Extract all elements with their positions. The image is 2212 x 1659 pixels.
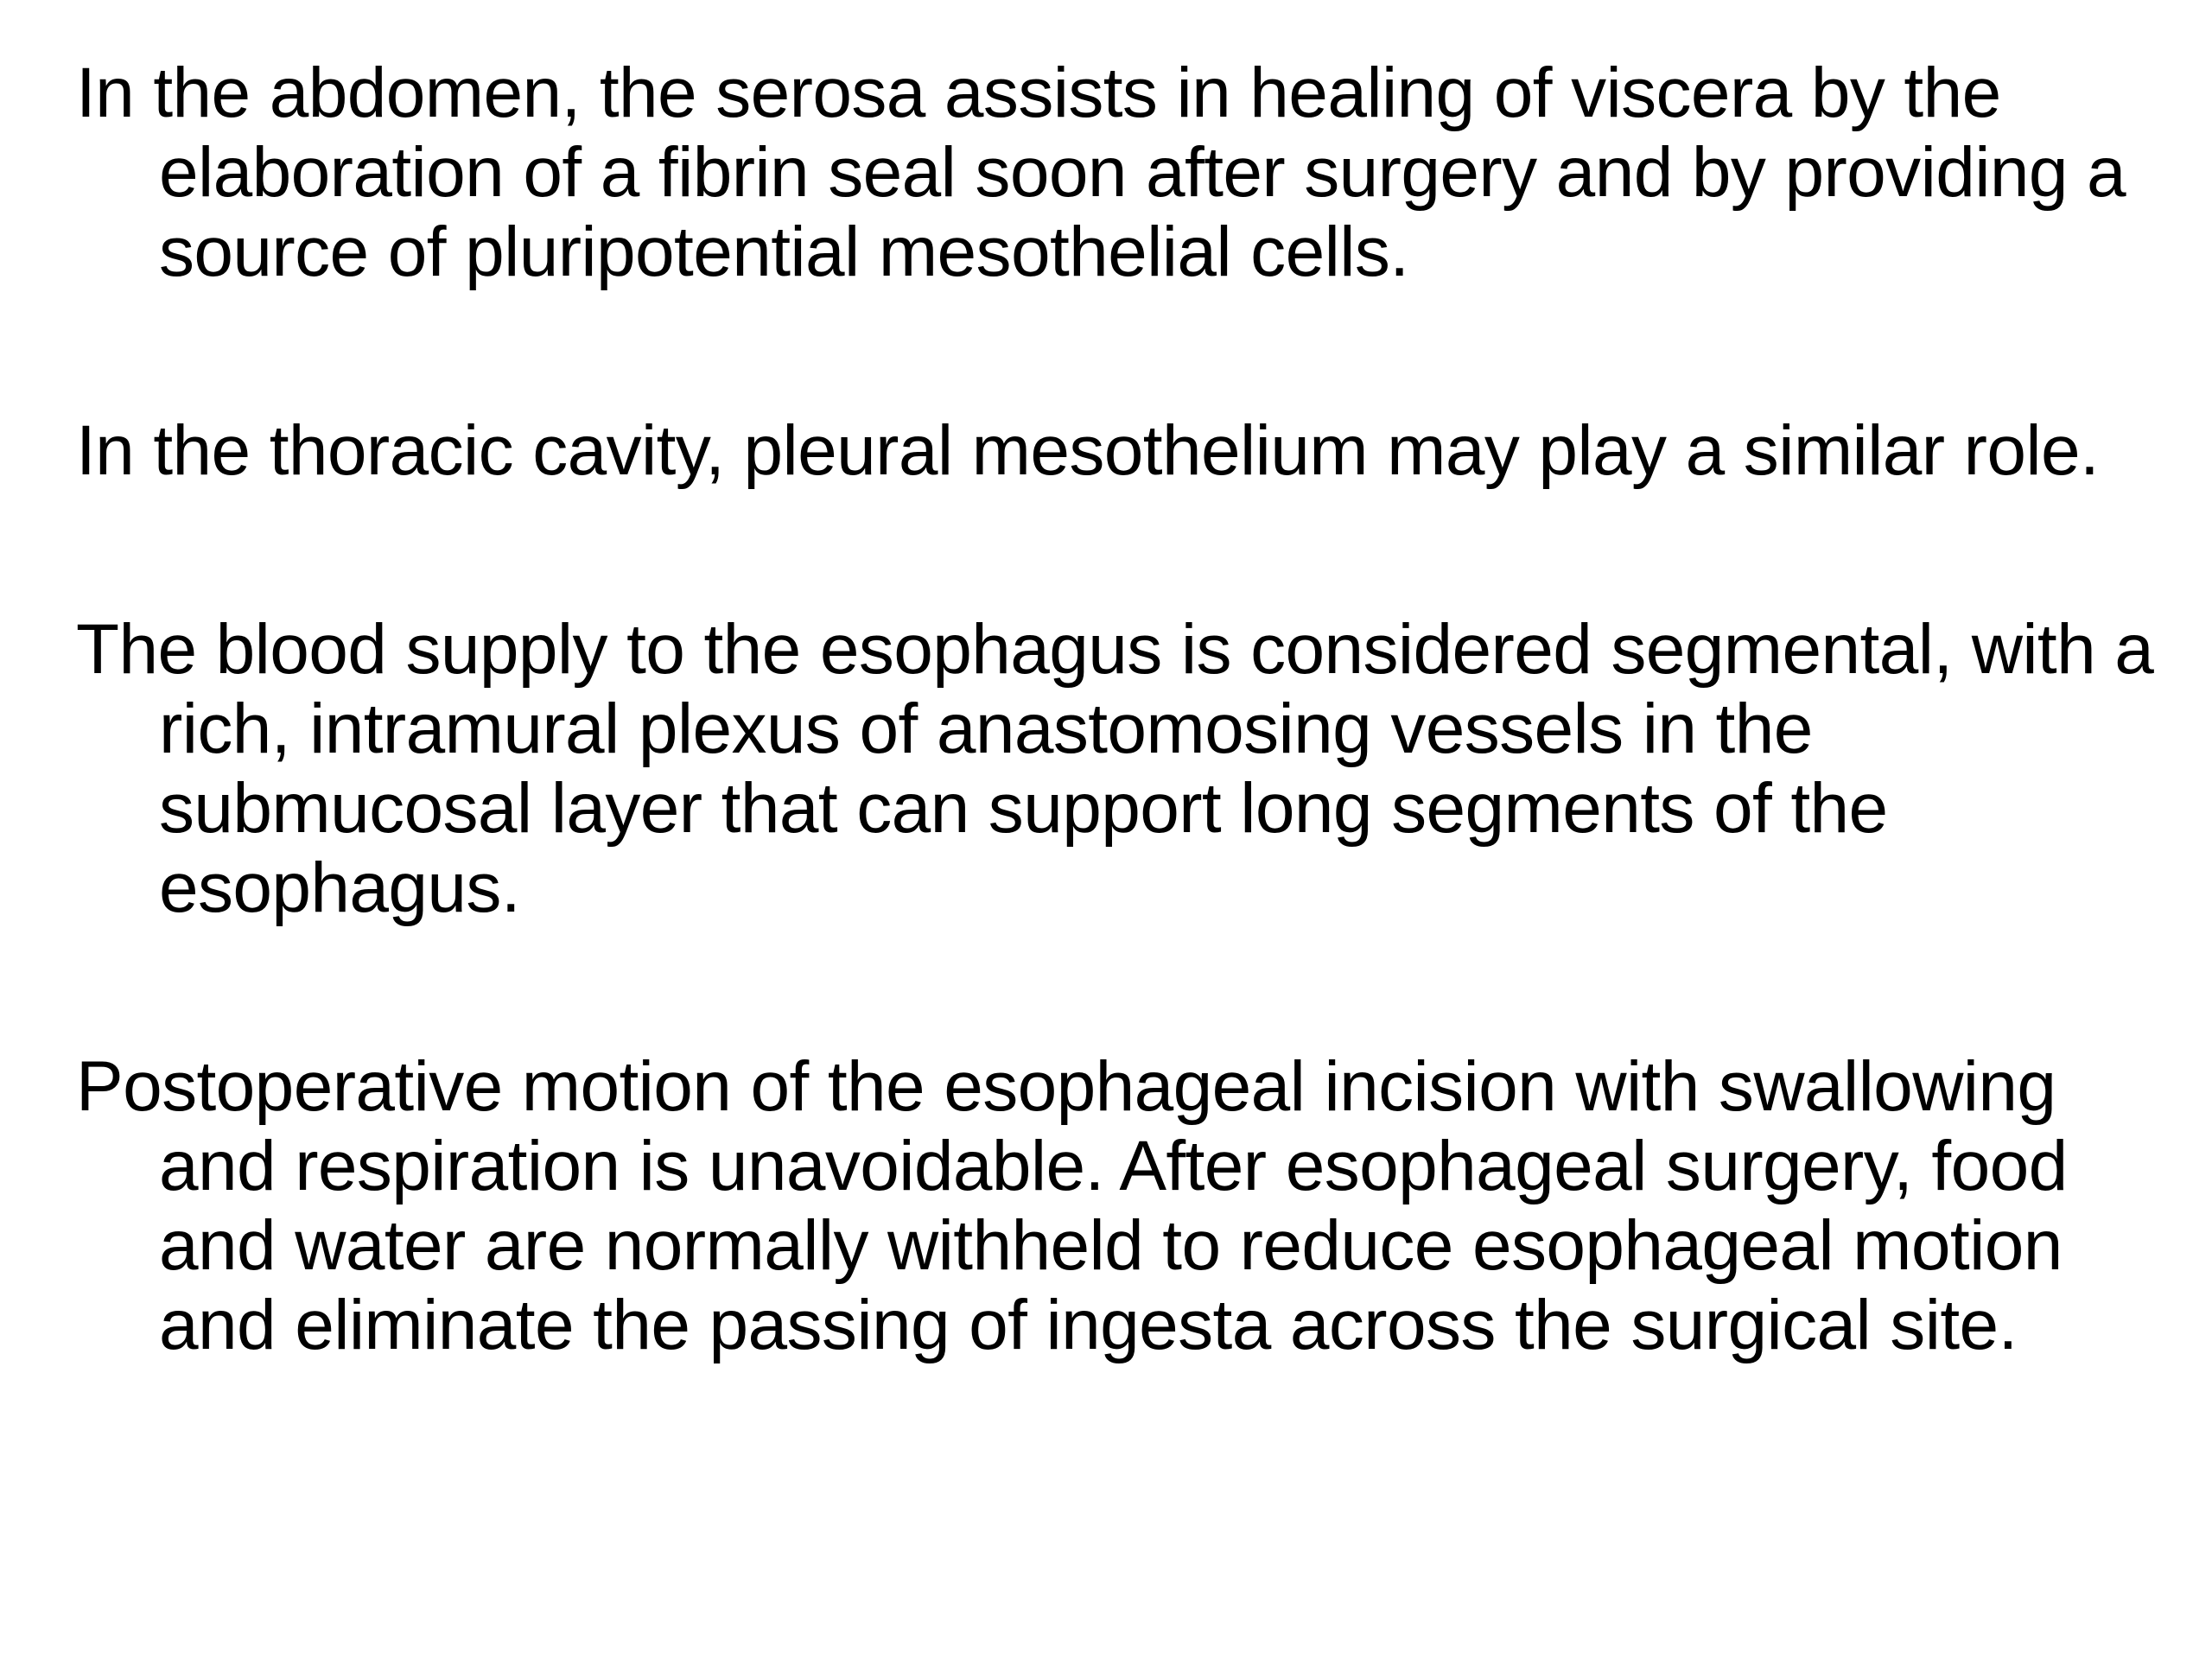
paragraph-serosa-healing: In the abdomen, the serosa assists in healing of viscera by the elaboration of a fibrin seal soon after surgery and by providing a source of pluripotential mesothelial cells. (76, 54, 2126, 291)
paragraph-blood-supply: The blood supply to the esophagus is considered segmental, with a rich, intramural plexus of anastomosing vessels in the submucosal layer that can support long segments of the esophagus. (76, 610, 2154, 927)
paragraph-postoperative-motion: Postoperative motion of the esophageal incision with swallowing and respiration is unavoidable. After esophageal surgery, food and water are normally withheld to reduce esophageal motion and eliminate the passing of ingesta across the surgical site. (76, 1047, 2068, 1364)
paragraph-pleural-mesothelium: In the thoracic cavity, pleural mesothelium may play a similar role. (76, 411, 2100, 490)
